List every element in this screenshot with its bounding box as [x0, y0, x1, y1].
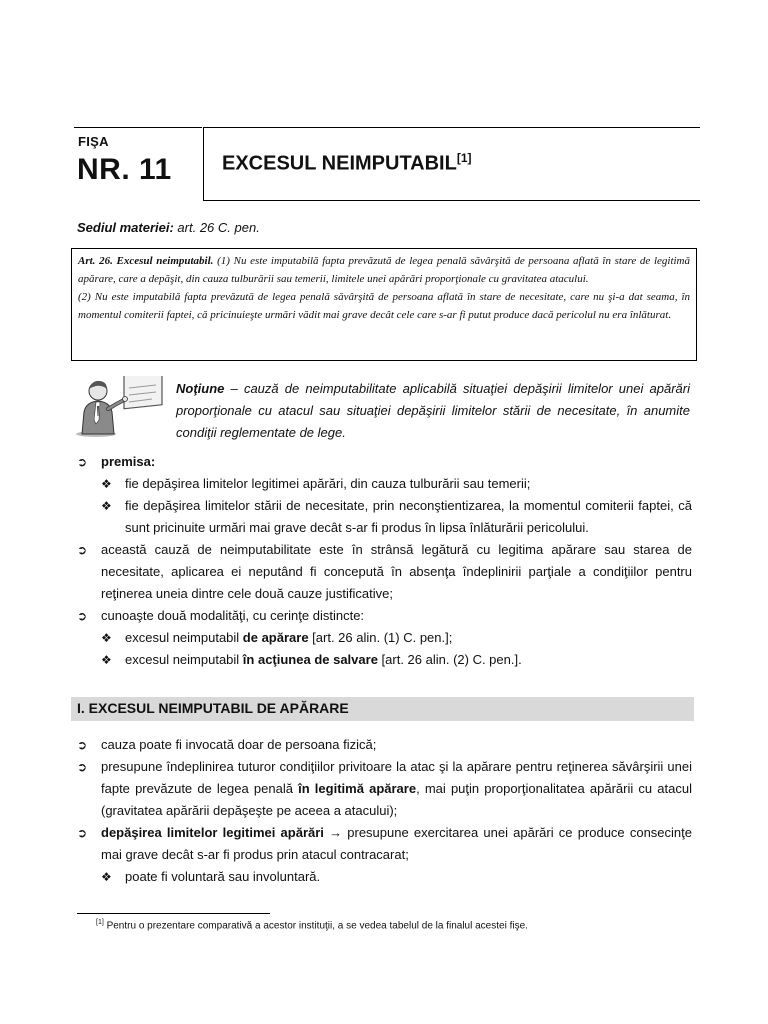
notiune-paragraph	[176, 378, 690, 444]
page-title-text: EXCESUL NEIMPUTABIL	[222, 152, 457, 175]
diamond-bullet-icon: ❖	[101, 870, 112, 884]
arrow-bullet-icon: ➲	[77, 455, 88, 469]
main-list	[77, 451, 692, 671]
list-item	[77, 756, 692, 822]
sediul-label: Sediul materiei:	[77, 220, 174, 235]
list-subitem	[77, 627, 692, 649]
mod1-pre: excesul neimputabil	[125, 630, 243, 645]
item3-bold: depăşirea limitelor legitimei apărări	[101, 825, 324, 840]
section-heading: I. EXCESUL NEIMPUTABIL DE APĂRARE	[77, 700, 349, 716]
footnote-ref: [1]	[96, 919, 104, 926]
arrow-bullet-icon: ➲	[77, 543, 88, 557]
list-subitem	[77, 495, 692, 539]
article-paragraph-2: (2) Nu este imputabilă fapta prevăzută de legea penală săvârşită de persoana aflată în stare de necesitate, care nu şi-a dat seama, în momentul comiterii faptei, că pricinuieşte urmări vădit mai grave decât cele care s-ar fi putut produce dacă pericolul nu era înlăturat.	[78, 291, 690, 321]
article-p1: (1) Nu este imputabilă fapta prevăzută de legea penală săvârşită de persoana aflată în stare de legitimă apărare, care a depăşit, din cauza tulburării sau temerii, limitele unei apărări proporţionale cu gravitatea atacului.	[78, 255, 690, 285]
list-subitem	[77, 649, 692, 671]
page-title	[222, 151, 472, 176]
item2-bold: în legitimă apărare	[298, 781, 417, 796]
fisa-label: FIŞA	[78, 134, 109, 149]
sediul-materiei	[77, 220, 260, 235]
footnote	[96, 919, 528, 931]
notiune-label: Noţiune	[176, 381, 225, 396]
item3-sub: poate fi voluntară sau involuntară.	[125, 869, 321, 884]
diamond-bullet-icon: ❖	[101, 499, 112, 513]
section-item-1: cauza poate fi invocată doar de persoana fizică;	[101, 737, 377, 752]
diamond-bullet-icon: ❖	[101, 631, 112, 645]
modalitati-text: cunoaşte două modalităţi, cu cerinţe distincte:	[101, 608, 365, 623]
premisa-label: premisa:	[101, 454, 156, 469]
mod1-bold: de apărare	[242, 630, 309, 645]
article-head: Art. 26. Excesul neimputabil.	[78, 255, 214, 267]
list-item	[77, 539, 692, 605]
diamond-bullet-icon: ❖	[101, 653, 112, 667]
list-subitem	[77, 473, 692, 495]
list-item-premisa	[77, 451, 692, 473]
list-subitem	[77, 866, 692, 888]
item2-pre: presupune îndeplinirea tuturor condiţiilor privitoare la atac şi la apărare pentru reţinerea săvârşirii unei fapte prevăzute de legea penală	[101, 759, 692, 796]
mod2-bold: în acţiunea de salvare	[242, 652, 378, 667]
item3-post: → presupune exercitarea unei apărări ce produce consecinţe mai grave decât s-ar fi produs prin atacul contracarat;	[101, 825, 692, 862]
list-item	[77, 605, 692, 627]
premisa-item-a: fie depăşirea limitelor legitimei apărări, din cauza tulburării sau temerii;	[125, 476, 531, 491]
mod1-post: [art. 26 alin. (1) C. pen.];	[308, 630, 453, 645]
article-paragraph-1	[78, 252, 690, 288]
title-footnote-ref[interactable]: [1]	[456, 151, 472, 165]
footnote-divider	[77, 913, 270, 914]
arrow-bullet-icon: ➲	[77, 760, 88, 774]
section-list	[77, 734, 692, 888]
diamond-bullet-icon: ❖	[101, 477, 112, 491]
arrow-bullet-icon: ➲	[77, 826, 88, 840]
footnote-text: Pentru o prezentare comparativă a acestor instituţii, a se vedea tabelul de la finalul acestei fişe.	[103, 920, 528, 932]
teacher-pointing-illustration	[74, 376, 166, 438]
article-box	[71, 248, 697, 361]
legatura-text: această cauză de neimputabilitate este în strânsă legătură cu legitima apărare sau starea de necesitate, aplicarea ei neputând fi concepută în absenţa îndeplinirii parţiale a condiţiilor pentru reţinerea uneia dintre cele două cauze justificative;	[101, 542, 692, 601]
mod2-pre: excesul neimputabil	[125, 652, 243, 667]
fisa-number: NR. 11	[77, 153, 172, 186]
item2-post: , mai puţin proporţionalitatea apărării cu atacul (gravitatea apărării depăşeşte pe aceea a atacului);	[101, 781, 692, 818]
list-item	[77, 734, 692, 756]
mod2-post: [art. 26 alin. (2) C. pen.].	[377, 652, 522, 667]
arrow-bullet-icon: ➲	[77, 609, 88, 623]
notiune-text: – cauză de neimputabilitate aplicabilă situaţiei depăşirii limitelor unei apărări proporţionale cu atacul sau situaţiei depăşirii limitelor stării de necesitate, în anumite condiţii reglementate de lege.	[176, 381, 690, 440]
arrow-bullet-icon: ➲	[77, 738, 88, 752]
sediul-value: art. 26 C. pen.	[173, 220, 260, 235]
premisa-item-b: fie depăşirea limitelor stării de necesitate, prin neconştientizarea, la momentul comiterii faptei, că sunt pricinuite urmări mai grave decât s-ar fi produs în lipsa înlăturării pericolului.	[125, 498, 692, 535]
list-item	[77, 822, 692, 866]
